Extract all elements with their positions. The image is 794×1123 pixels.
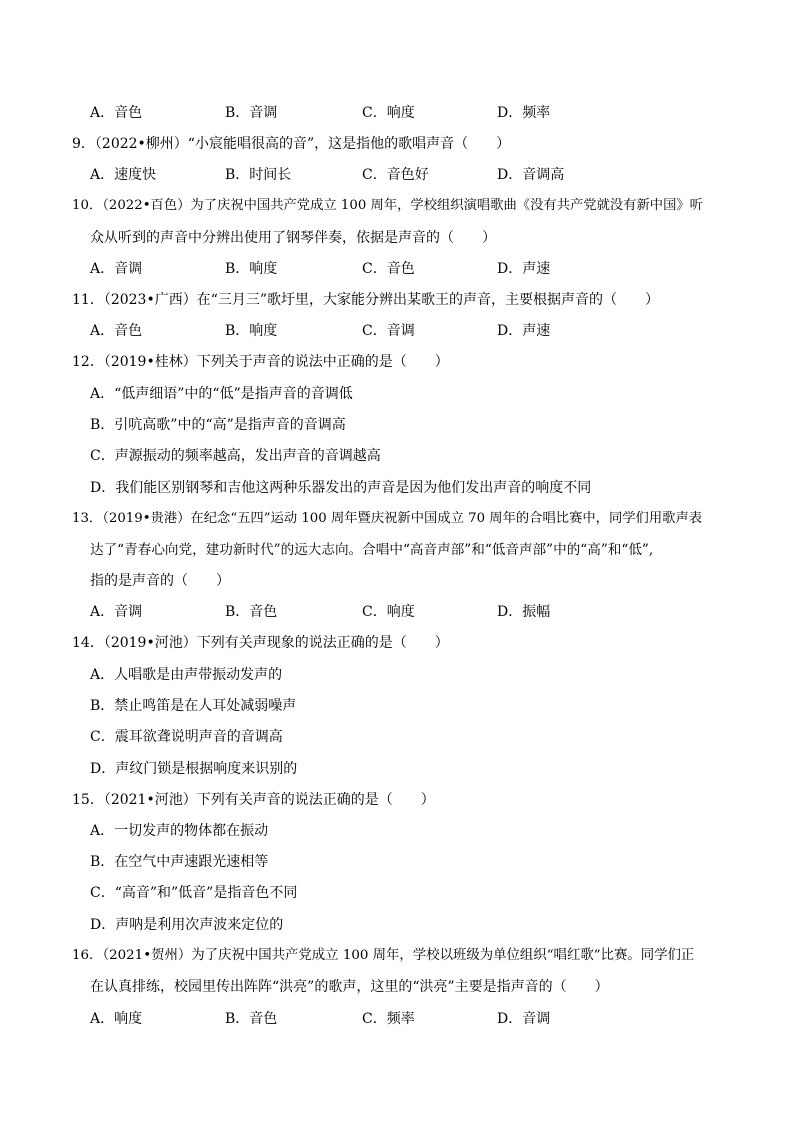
q12-option-a: A．“低声细语”中的“低”是指声音的音调低 <box>90 386 353 402</box>
q14-option-c: C．震耳欲聋说明声音的音调高 <box>90 729 283 745</box>
q15-option-b: B．在空气中声速跟光速相等 <box>90 854 269 870</box>
q13-stem-line-2: 达了“青春心向党，建功新时代”的远大志向。合唱中“高音声部”和“低音声部”中的“高”和“低”, <box>90 542 654 558</box>
q11-stem: 11．（2023•广西）在“三月三”歌圩里，大家能分辨出某歌王的声音，主要根据声音的（ ） <box>72 292 660 308</box>
q14-option-b: B．禁止鸣笛是在人耳处减弱噪声 <box>90 698 297 714</box>
q9-option-d: D．音调高 <box>497 167 565 183</box>
q11-option-c: C．音调 <box>362 323 415 339</box>
q9-option-b: B．时间长 <box>225 167 292 183</box>
q14-option-a: A．人唱歌是由声带振动发声的 <box>90 667 283 683</box>
q16-stem-line-2: 在认真排练，校园里传出阵阵“洪亮”的歌声，这里的“洪亮”主要是指声音的（ ） <box>90 979 609 995</box>
q16-option-c: C．频率 <box>362 1011 415 1027</box>
q16-option-d: D．音调 <box>497 1011 551 1027</box>
q15-option-a: A．一切发声的物体都在振动 <box>90 823 269 839</box>
q13-stem-line-3: 指的是声音的（ ） <box>90 573 230 589</box>
q14-stem: 14．（2019•河池）下列有关声现象的说法正确的是（ ） <box>72 635 449 651</box>
q10-stem-line-1: 10．（2022•百色）为了庆祝中国共产党成立 100 周年，学校组织演唱歌曲《没有共产党就没有新中国》听 <box>72 198 703 213</box>
q12-option-d: D．我们能区别钢琴和吉他这两种乐器发出的声音是因为他们发出声音的响度不同 <box>90 480 592 496</box>
q11-option-b: B．响度 <box>225 323 278 339</box>
q10-option-b: B．响度 <box>225 261 278 277</box>
q9-stem: 9．（2022•柳州）“小宸能唱很高的音”，这是指他的歌唱声音（ ） <box>72 136 511 152</box>
q9-option-c: C．音色好 <box>362 167 429 183</box>
q16-option-b: B．音色 <box>225 1011 278 1027</box>
q15-stem: 15．（2021•河池）下列有关声音的说法正确的是（ ） <box>72 792 435 808</box>
q9-option-a: A．速度快 <box>90 167 157 183</box>
q13-option-a: A．音调 <box>90 604 143 620</box>
q12-option-b: B．引吭高歌”中的“高”是指声音的音调高 <box>90 417 346 433</box>
q13-option-d: D．振幅 <box>497 604 551 620</box>
q12-stem: 12．（2019•桂林）下列关于声音的说法中正确的是（ ） <box>72 354 449 370</box>
q11-option-d: D．声速 <box>497 323 551 339</box>
q13-stem-line-1: 13．（2019•贵港）在纪念“五四”运动 100 周年暨庆祝新中国成立 70 周年的合唱比赛中，同学们用歌声表 <box>72 511 703 526</box>
q12-option-c: C．声源振动的频率越高，发出声音的音调越高 <box>90 448 381 464</box>
q16-stem-line-1: 16．（2021•贺州）为了庆祝中国共产党成立 100 周年，学校以班级为单位组织“唱红歌”比赛。同学们正 <box>72 948 695 963</box>
q8-option-a: A．音色 <box>90 105 143 121</box>
q10-stem-line-2: 众从听到的声音中分辨出使用了钢琴伴奏，依据是声音的（ ） <box>90 230 496 246</box>
q10-option-c: C．音色 <box>362 261 415 277</box>
q8-option-b: B．音调 <box>225 105 278 121</box>
q10-option-d: D．声速 <box>497 261 551 277</box>
q15-option-d: D．声呐是利用次声波来定位的 <box>90 917 284 933</box>
q8-option-c: C．响度 <box>362 105 415 121</box>
q10-option-a: A．音调 <box>90 261 143 277</box>
q15-option-c: C．“高音”和”低音”是指音色不同 <box>90 885 298 901</box>
q13-option-b: B．音色 <box>225 604 278 620</box>
q14-option-d: D．声纹门锁是根据响度来识别的 <box>90 761 298 777</box>
q11-option-a: A．音色 <box>90 323 143 339</box>
q8-option-d: D．频率 <box>497 105 551 121</box>
q16-option-a: A．响度 <box>90 1011 143 1027</box>
q13-option-c: C．响度 <box>362 604 415 620</box>
